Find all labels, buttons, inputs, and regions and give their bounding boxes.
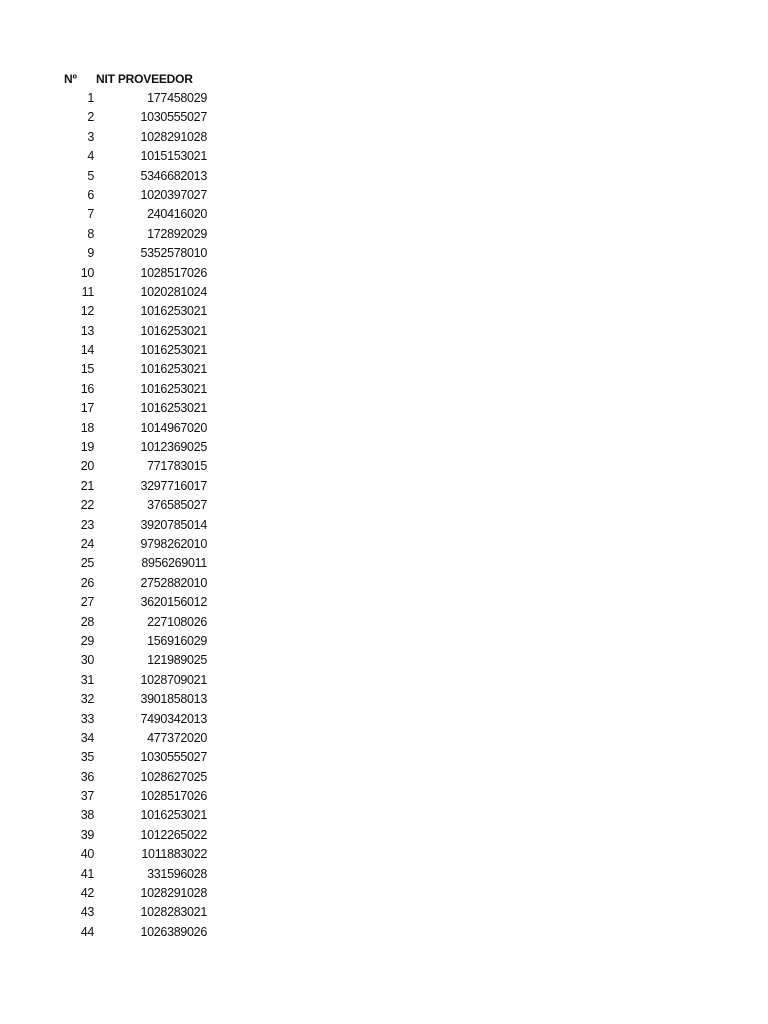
- row-number: 22: [80, 498, 94, 513]
- table-row: [0, 128, 260, 147]
- table-row: [0, 923, 260, 942]
- row-number: 30: [80, 653, 94, 668]
- header-nit-proveedor: NIT PROVEEDOR: [96, 72, 193, 86]
- row-number: 6: [87, 187, 94, 202]
- table-row: [0, 322, 260, 341]
- table-row: [0, 729, 260, 748]
- table-row: [0, 477, 260, 496]
- row-number: 9: [87, 246, 94, 261]
- table-row: [0, 632, 260, 651]
- row-number: 39: [80, 827, 94, 842]
- row-nit: 1028291028: [140, 886, 207, 901]
- table-row: [0, 283, 260, 302]
- row-number: 28: [80, 614, 94, 629]
- table-row: [0, 748, 260, 767]
- row-number: 34: [80, 730, 94, 745]
- row-number: 29: [80, 633, 94, 648]
- table-row: [0, 244, 260, 263]
- row-nit: 172892029: [147, 226, 207, 241]
- row-number: 18: [80, 420, 94, 435]
- table-header: [0, 70, 260, 89]
- row-nit: 2752882010: [140, 575, 207, 590]
- row-number: 7: [87, 207, 94, 222]
- row-nit: 1016253021: [140, 808, 207, 823]
- row-nit: 7490342013: [140, 711, 207, 726]
- row-nit: 1016253021: [140, 343, 207, 358]
- row-number: 37: [80, 789, 94, 804]
- row-nit: 121989025: [147, 653, 207, 668]
- row-number: 31: [80, 672, 94, 687]
- table-row: [0, 768, 260, 787]
- row-nit: 1028517026: [140, 265, 207, 280]
- row-number: 21: [80, 478, 94, 493]
- table-row: [0, 438, 260, 457]
- row-nit: 3901858013: [140, 692, 207, 707]
- row-number: 2: [87, 110, 94, 125]
- row-number: 20: [80, 459, 94, 474]
- table-row: [0, 89, 260, 108]
- table-row: [0, 186, 260, 205]
- row-nit: 5352578010: [140, 246, 207, 261]
- row-nit: 1016253021: [140, 304, 207, 319]
- row-nit: 5346682013: [140, 168, 207, 183]
- row-number: 3: [87, 129, 94, 144]
- row-nit: 1012369025: [140, 440, 207, 455]
- row-nit: 1028291028: [140, 129, 207, 144]
- row-nit: 240416020: [147, 207, 207, 222]
- row-number: 17: [80, 401, 94, 416]
- table-row: [0, 108, 260, 127]
- table-row: [0, 380, 260, 399]
- row-number: 26: [80, 575, 94, 590]
- row-number: 35: [80, 750, 94, 765]
- table-row: [0, 671, 260, 690]
- row-nit: 1028517026: [140, 789, 207, 804]
- table-row: [0, 574, 260, 593]
- row-nit: 1016253021: [140, 323, 207, 338]
- row-nit: 1015153021: [140, 149, 207, 164]
- row-nit: 1011883022: [141, 847, 207, 862]
- table-row: [0, 806, 260, 825]
- row-number: 13: [80, 323, 94, 338]
- row-number: 14: [80, 343, 94, 358]
- row-number: 11: [81, 284, 94, 299]
- table-row: [0, 535, 260, 554]
- table-row: [0, 613, 260, 632]
- row-number: 23: [80, 517, 94, 532]
- row-nit: 1016253021: [140, 362, 207, 377]
- row-nit: 771783015: [147, 459, 207, 474]
- row-number: 8: [87, 226, 94, 241]
- row-nit: 1030555027: [140, 110, 207, 125]
- row-nit: 1016253021: [140, 381, 207, 396]
- row-number: 38: [80, 808, 94, 823]
- row-nit: 1028627025: [140, 769, 207, 784]
- row-number: 44: [80, 924, 94, 939]
- row-nit: 1020281024: [140, 284, 207, 299]
- row-nit: 9798262010: [140, 536, 207, 551]
- row-number: 32: [80, 692, 94, 707]
- table-row: [0, 651, 260, 670]
- row-number: 27: [80, 595, 94, 610]
- table-row: [0, 516, 260, 535]
- table-row: [0, 690, 260, 709]
- row-number: 41: [80, 866, 94, 881]
- table-row: [0, 826, 260, 845]
- row-number: 15: [80, 362, 94, 377]
- table-row: [0, 593, 260, 612]
- row-nit: 177458029: [147, 91, 207, 105]
- row-number: 1: [87, 91, 94, 105]
- table-row: [0, 710, 260, 729]
- table-row: [0, 360, 260, 379]
- header-number: Nº: [64, 72, 77, 86]
- row-nit: 1016253021: [140, 401, 207, 416]
- row-nit: 1028709021: [140, 672, 207, 687]
- row-number: 42: [80, 886, 94, 901]
- row-number: 4: [87, 149, 94, 164]
- row-number: 10: [80, 265, 94, 280]
- table-row: [0, 884, 260, 903]
- row-nit: 376585027: [147, 498, 207, 513]
- row-number: 12: [80, 304, 94, 319]
- row-number: 25: [80, 556, 94, 571]
- table-row: [0, 399, 260, 418]
- row-nit: 8956269011: [141, 556, 207, 571]
- row-nit: 1012265022: [140, 827, 207, 842]
- table-row: [0, 903, 260, 922]
- table-row: [0, 845, 260, 864]
- table-row: [0, 167, 260, 186]
- table-row: [0, 225, 260, 244]
- row-nit: 1020397027: [140, 187, 207, 202]
- table-row: [0, 865, 260, 884]
- row-number: 36: [80, 769, 94, 784]
- table-row: [0, 264, 260, 283]
- row-nit: 156916029: [147, 633, 207, 648]
- row-nit: 1028283021: [140, 905, 207, 920]
- row-number: 33: [80, 711, 94, 726]
- row-nit: 1014967020: [140, 420, 207, 435]
- row-nit: 1030555027: [140, 750, 207, 765]
- table-row: [0, 457, 260, 476]
- row-number: 16: [80, 381, 94, 396]
- table-row: [0, 419, 260, 438]
- row-number: 5: [87, 168, 94, 183]
- row-number: 24: [80, 536, 94, 551]
- row-nit: 3297716017: [140, 478, 207, 493]
- row-nit: 3920785014: [140, 517, 207, 532]
- row-nit: 477372020: [147, 730, 207, 745]
- table-row: [0, 205, 260, 224]
- table-row: [0, 341, 260, 360]
- table-row: [0, 554, 260, 573]
- table-row: [0, 787, 260, 806]
- row-number: 43: [80, 905, 94, 920]
- row-number: 40: [80, 847, 94, 862]
- row-nit: 3620156012: [140, 595, 207, 610]
- row-nit: 1026389026: [140, 924, 207, 939]
- row-nit: 331596028: [147, 866, 207, 881]
- table-body: [0, 89, 260, 942]
- row-nit: 227108026: [147, 614, 207, 629]
- table-row: [0, 302, 260, 321]
- table-row: [0, 147, 260, 166]
- row-number: 19: [80, 440, 94, 455]
- table-row: [0, 496, 260, 515]
